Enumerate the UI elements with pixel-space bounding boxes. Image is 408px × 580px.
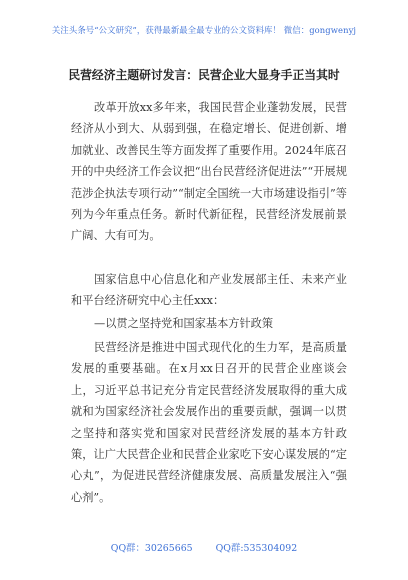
document-title: 民营经济主题研讨发言：民营企业大显身手正当其时 — [68, 68, 340, 82]
paragraph-body: 民营经济是推进中国式现代化的生力军，是高质量发展的重要基础。在x月xx日召开的民营企业座谈会上，习近平总书记充分肯定民营经济发展取得的重大成就和为国家经济社会发展作出的重要贡献，强调一以贯之坚持和落实党和国家对民营经济发展的基本方针政策，让广大民营企业和民营企业家吃下安心谋发展的“定心丸”，为促进民营经济健康发展、高质量发展注入“强心剂”。 — [71, 341, 347, 504]
header-note: 关注头条号“公文研究”，获得最新最全最专业的公文资料库！ 微信：gongwenyj — [51, 25, 357, 35]
footer-qq-group-2: QQ群:535304092 — [215, 543, 298, 554]
paragraph-speaker: 国家信息中心信息化和产业发展部主任、未来产业和平台经济研究中心主任xxx： — [71, 273, 347, 308]
paragraph-intro: 改革开放xx多年来，我国民营企业蓬勃发展，民营经济从小到大、从弱到强，在稳定增长、促进创新、增加就业、改善民生等方面发挥了重要作用。2024年底召开的中央经济工作会议把“出台民营经济促进法”“开展规范涉企执法专项行动”“制定全国统一大市场建设指引”等列为今年重点任务。新时代新征程，民营经济发展前景广阔、大有可为。 — [71, 101, 347, 243]
footer-contacts — [0, 540, 408, 554]
section-heading: —以贯之坚持党和国家基本方针政策 — [94, 317, 274, 330]
footer-qq-group-1: QQ群：30265665 — [110, 543, 193, 554]
